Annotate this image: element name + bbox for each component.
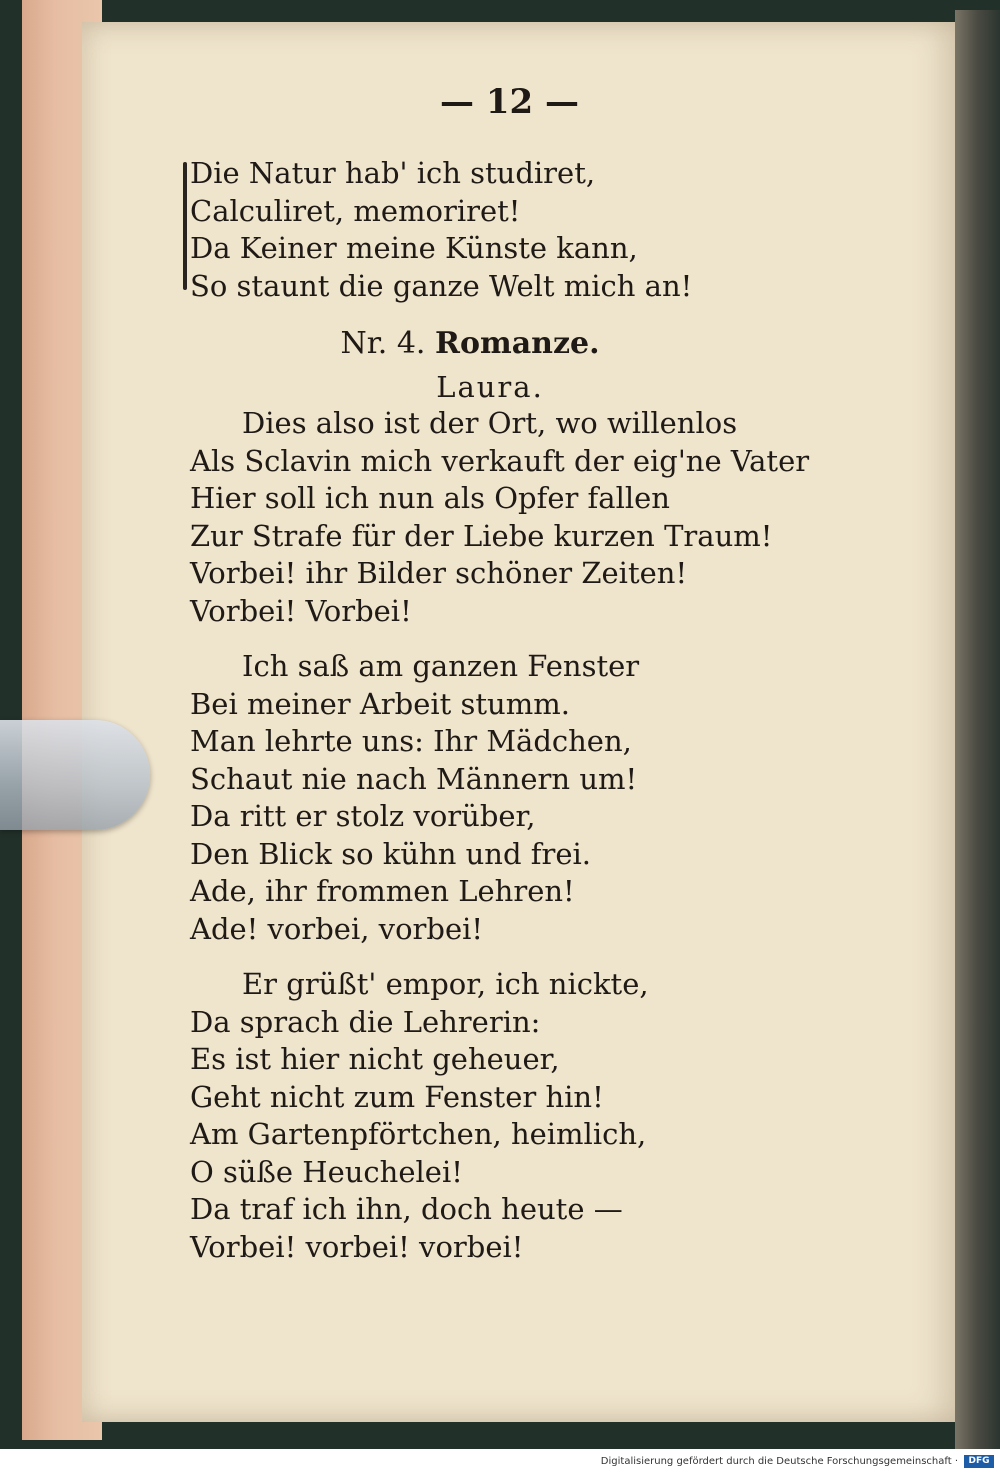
verse-line: Geht nicht zum Fenster hin! (190, 1079, 604, 1114)
verse-line: Es ist hier nicht geheuer, (190, 1042, 560, 1076)
verse-line: O süße Heuchelei! (190, 1154, 463, 1189)
page-gutter-shadow (955, 10, 1000, 1450)
verse-line: Zur Strafe für der Liebe kurzen Traum! (190, 518, 773, 553)
verse-line: Vorbei! Vorbei! (190, 593, 412, 628)
verse-line: Er grüßt' empor, ich nickte, (242, 967, 649, 1001)
page-number: — 12 — (440, 82, 579, 122)
verse-line: Ich saß am ganzen Fenster (242, 649, 640, 683)
dfg-logo: DFG (964, 1455, 994, 1468)
verse-line: Vorbei! ihr Bilder schöner Zeiten! (190, 556, 688, 590)
section-heading (190, 305, 750, 369)
verse-line: Man lehrte uns: Ihr Mädchen, (190, 724, 632, 758)
verse-line: Da ritt er stolz vorüber, (190, 799, 536, 833)
verse-line: Bei meiner Arbeit stumm. (190, 686, 570, 721)
bookmark-clip (0, 720, 150, 830)
funding-credit: Digitalisierung gefördert durch die Deutsche Forschungsgemeinschaft · (600, 1456, 958, 1467)
margin-bracket (183, 162, 187, 290)
verse-line: Vorbei! vorbei! vorbei! (190, 1229, 524, 1264)
speaker-name: Laura. (436, 370, 544, 404)
verse-line: Hier soll ich nun als Opfer fallen (190, 481, 670, 515)
section-title: Romanze. (435, 326, 600, 361)
verse-line: Am Gartenpförtchen, heimlich, (190, 1117, 647, 1151)
section-number: Nr. 4. (340, 326, 426, 361)
verse-line: Dies also ist der Ort, wo willenlos (242, 406, 738, 440)
verse-line: Den Blick so kühn und frei. (190, 836, 591, 871)
verse-line: Als Sclavin mich verkauft der eig'ne Vater (190, 443, 810, 478)
poem-text (190, 155, 890, 1266)
verse-line: Ade, ihr frommen Lehren! (190, 874, 575, 908)
verse-line: Ade! vorbei, vorbei! (190, 911, 484, 946)
verse-line: Schaut nie nach Männern um! (190, 761, 638, 796)
verse-line: Da sprach die Lehrerin: (190, 1004, 541, 1039)
verse-line: Da traf ich ihn, doch heute — (190, 1192, 623, 1226)
verse-line: Calculiret, memoriret! (190, 193, 521, 228)
verse-line: Da Keiner meine Künste kann, (190, 231, 638, 265)
digitization-footer (0, 1449, 1000, 1475)
verse-line: Die Natur hab' ich studiret, (190, 156, 596, 190)
verse-line: So staunt die ganze Welt mich an! (190, 268, 693, 303)
